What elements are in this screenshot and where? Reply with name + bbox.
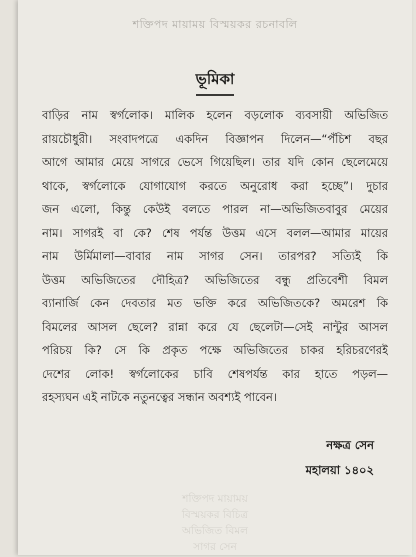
body-line: দেশের লোক! স্বর্গলোকের চাবি শেষপর্যন্ত কার হাতে পড়ল— (42, 366, 388, 381)
author-signature: নক্ষত্র সেন (326, 438, 374, 452)
book-page (18, 0, 412, 555)
body-line: জন এলো, কিন্তু কেউই বলতে পারল না—অভিজিতবাবুর মেয়ের (42, 202, 388, 216)
running-head: শক্তিপদ মায়াময় বিস্ময়কর রচনাবলি (132, 18, 298, 31)
preface-date: মহালয়া ১৪০২ (305, 463, 374, 477)
page-title (18, 68, 412, 96)
body-line: থাকে, স্বর্গলোকে যোগাযোগ করতে অনুরোধ করা হচ্ছে”। দুচার (42, 178, 388, 193)
body-line: উত্তম অভিজিতের দৌহিত্র? অভিজিতের বন্ধু প্রতিবেশী বিমল (42, 272, 388, 287)
bleed-through-text: সাগর সেন (193, 541, 237, 553)
body-line: বাড়ির নাম স্বর্গলোক। মালিক হলেন বড়লোক ব্যবসায়ী অভিজিত (42, 108, 388, 122)
body-line: রায়চৌধুরী। সংবাদপত্রে একদিন বিজ্ঞাপন দিলেন—“পঁচিশ বছর (42, 131, 388, 146)
page-title-text: ভূমিকা (196, 68, 235, 96)
bleed-through-text: বিস্ময়কর বিচিত্র (181, 509, 249, 521)
body-line: বিমলের আসল ছেলে? রান্না করে যে ছেলেটা—সেই নান্টুর আসল (42, 319, 388, 334)
body-line: পরিচয় কি? সে কি প্রকৃত পক্ষে অভিজিতের চাকর হরিচরণেরই (42, 343, 388, 357)
body-line: নাম। সাগরই বা কে? শেষ পর্যন্ত উত্তম এসে বলল—আমার মায়ের (42, 225, 388, 240)
bleed-through-text: শক্তিপদ মায়াময় (182, 493, 248, 505)
body-line: আগে আমার মেয়ে সাগরে ভেসে গিয়েছিল। তার যদি কোন ছেলেমেয়ে (42, 155, 388, 169)
preface-body (42, 104, 388, 410)
bleed-through-text: অভিজিত বিমল (181, 525, 249, 537)
body-line: নাম উর্মিমালা—বাবার নাম সাগর সেন। তারপর? সত্যিই কি (42, 249, 388, 263)
body-line: ব্যানার্জি কেন দেবতার মত ভক্তি করে অভিজিতকে? অমরেশ কি (42, 296, 388, 310)
body-line: রহস্যঘন এই নাটকে নতুনত্বের সন্ধান অবশ্যই পাবেন। (42, 390, 277, 404)
